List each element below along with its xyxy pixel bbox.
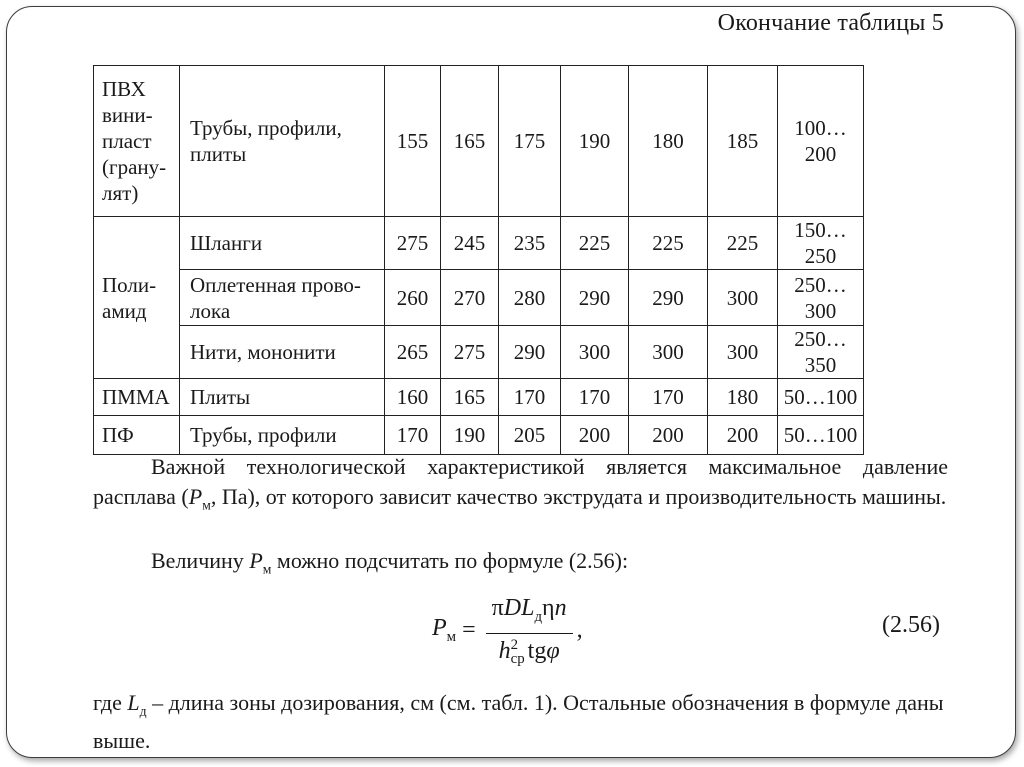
formula-symbol: π bbox=[491, 595, 504, 622]
table-row bbox=[94, 326, 864, 379]
sup-sub-stack bbox=[511, 638, 525, 666]
value-cell: 265 bbox=[385, 326, 441, 379]
value-cell: 225 bbox=[708, 217, 778, 270]
product-cell: Трубы, профили bbox=[180, 416, 385, 455]
formula-fraction bbox=[486, 592, 573, 668]
formula-denominator bbox=[493, 634, 566, 668]
value-cell: 245 bbox=[441, 217, 499, 270]
value-cell: 300 bbox=[561, 326, 629, 379]
value-cell: 170 bbox=[499, 379, 561, 416]
range-cell: 250…300 bbox=[778, 270, 864, 326]
value-cell: 275 bbox=[385, 217, 441, 270]
value-cell: 170 bbox=[561, 379, 629, 416]
formula-var: P bbox=[432, 614, 447, 641]
value-cell: 275 bbox=[441, 326, 499, 379]
value-cell: 180 bbox=[708, 379, 778, 416]
table-row bbox=[94, 217, 864, 270]
range-cell: 150…250 bbox=[778, 217, 864, 270]
subscript: м bbox=[446, 628, 457, 645]
text-segment: – длина зоны дозирования, см (см. табл. 1). Остальные обозначения в формуле даны выше. bbox=[93, 690, 944, 754]
data-table bbox=[93, 65, 864, 455]
equation-number: (2.56) bbox=[882, 612, 940, 638]
value-cell: 300 bbox=[708, 326, 778, 379]
value-cell: 170 bbox=[385, 416, 441, 455]
value-cell: 290 bbox=[561, 270, 629, 326]
equals-sign: = bbox=[456, 616, 482, 643]
value-cell: 290 bbox=[499, 326, 561, 379]
formula-symbol: η bbox=[542, 595, 555, 622]
range-cell: 100…200 bbox=[778, 66, 864, 217]
value-cell: 165 bbox=[441, 66, 499, 217]
value-cell: 155 bbox=[385, 66, 441, 217]
material-cell: Поли-амид bbox=[94, 217, 180, 379]
range-cell: 50…100 bbox=[778, 379, 864, 416]
material-cell: ПВХ вини-пласт (грану-лят) bbox=[94, 66, 180, 217]
text-segment: где bbox=[93, 690, 128, 715]
product-cell: Плиты bbox=[180, 379, 385, 416]
formula-symbol: tg bbox=[527, 637, 547, 664]
subscript: м bbox=[262, 561, 272, 577]
value-cell: 180 bbox=[629, 66, 708, 217]
formula-var: n bbox=[554, 595, 567, 622]
value-cell: 165 bbox=[441, 379, 499, 416]
subscript: ср bbox=[510, 651, 525, 668]
formula-comma: , bbox=[576, 616, 583, 643]
value-cell: 185 bbox=[708, 66, 778, 217]
table-row bbox=[94, 379, 864, 416]
paragraph-pressure bbox=[93, 452, 948, 520]
product-cell: Нити, мононити bbox=[180, 326, 385, 379]
formula-var: h bbox=[498, 637, 511, 664]
value-cell: 225 bbox=[629, 217, 708, 270]
value-cell: 300 bbox=[708, 270, 778, 326]
material-cell: ПФ bbox=[94, 416, 180, 455]
formula-var: L bbox=[521, 595, 535, 622]
subscript: д bbox=[139, 703, 147, 719]
subscript: д bbox=[534, 608, 543, 625]
range-cell: 250…350 bbox=[778, 326, 864, 379]
value-cell: 270 bbox=[441, 270, 499, 326]
value-cell: 235 bbox=[499, 217, 561, 270]
value-cell: 260 bbox=[385, 270, 441, 326]
value-cell: 175 bbox=[499, 66, 561, 217]
formula-var: D bbox=[503, 595, 522, 622]
table-row bbox=[94, 270, 864, 326]
value-cell: 205 bbox=[499, 416, 561, 455]
table-row bbox=[94, 416, 864, 455]
table-row bbox=[94, 66, 864, 217]
material-cell: ПММА bbox=[94, 379, 180, 416]
range-cell: 50…100 bbox=[778, 416, 864, 455]
variable-p: P bbox=[249, 548, 263, 573]
value-cell: 225 bbox=[561, 217, 629, 270]
product-cell: Шланги bbox=[180, 217, 385, 270]
value-cell: 190 bbox=[561, 66, 629, 217]
formula bbox=[432, 590, 583, 670]
value-cell: 280 bbox=[499, 270, 561, 326]
value-cell: 200 bbox=[561, 416, 629, 455]
variable-l: L bbox=[127, 690, 140, 715]
value-cell: 170 bbox=[629, 379, 708, 416]
value-cell: 160 bbox=[385, 379, 441, 416]
value-cell: 200 bbox=[708, 416, 778, 455]
product-cell: Трубы, профили, плиты bbox=[180, 66, 385, 217]
value-cell: 300 bbox=[629, 326, 708, 379]
text-segment: Важной технологической характеристикой является максимальное давление расплава ( bbox=[93, 454, 948, 509]
text-segment: , Па), от которого зависит качество экструдата и производительность машины. bbox=[210, 484, 947, 509]
text-segment: Величину bbox=[151, 548, 250, 573]
value-cell: 290 bbox=[629, 270, 708, 326]
text-segment: можно подсчитать по формуле (2.56): bbox=[271, 548, 629, 573]
product-cell: Оплетенная прово-лока bbox=[180, 270, 385, 326]
formula-var: φ bbox=[546, 637, 560, 664]
value-cell: 200 bbox=[629, 416, 708, 455]
paragraph-formula-intro bbox=[93, 546, 948, 584]
table-caption: Окончание таблицы 5 bbox=[717, 10, 944, 36]
formula-numerator bbox=[486, 592, 573, 634]
paragraph-definition bbox=[93, 688, 948, 756]
value-cell: 190 bbox=[441, 416, 499, 455]
superscript: 2 bbox=[510, 637, 519, 654]
subscript: м bbox=[202, 497, 211, 513]
variable-p: P bbox=[188, 484, 203, 509]
formula-lhs bbox=[432, 615, 456, 646]
